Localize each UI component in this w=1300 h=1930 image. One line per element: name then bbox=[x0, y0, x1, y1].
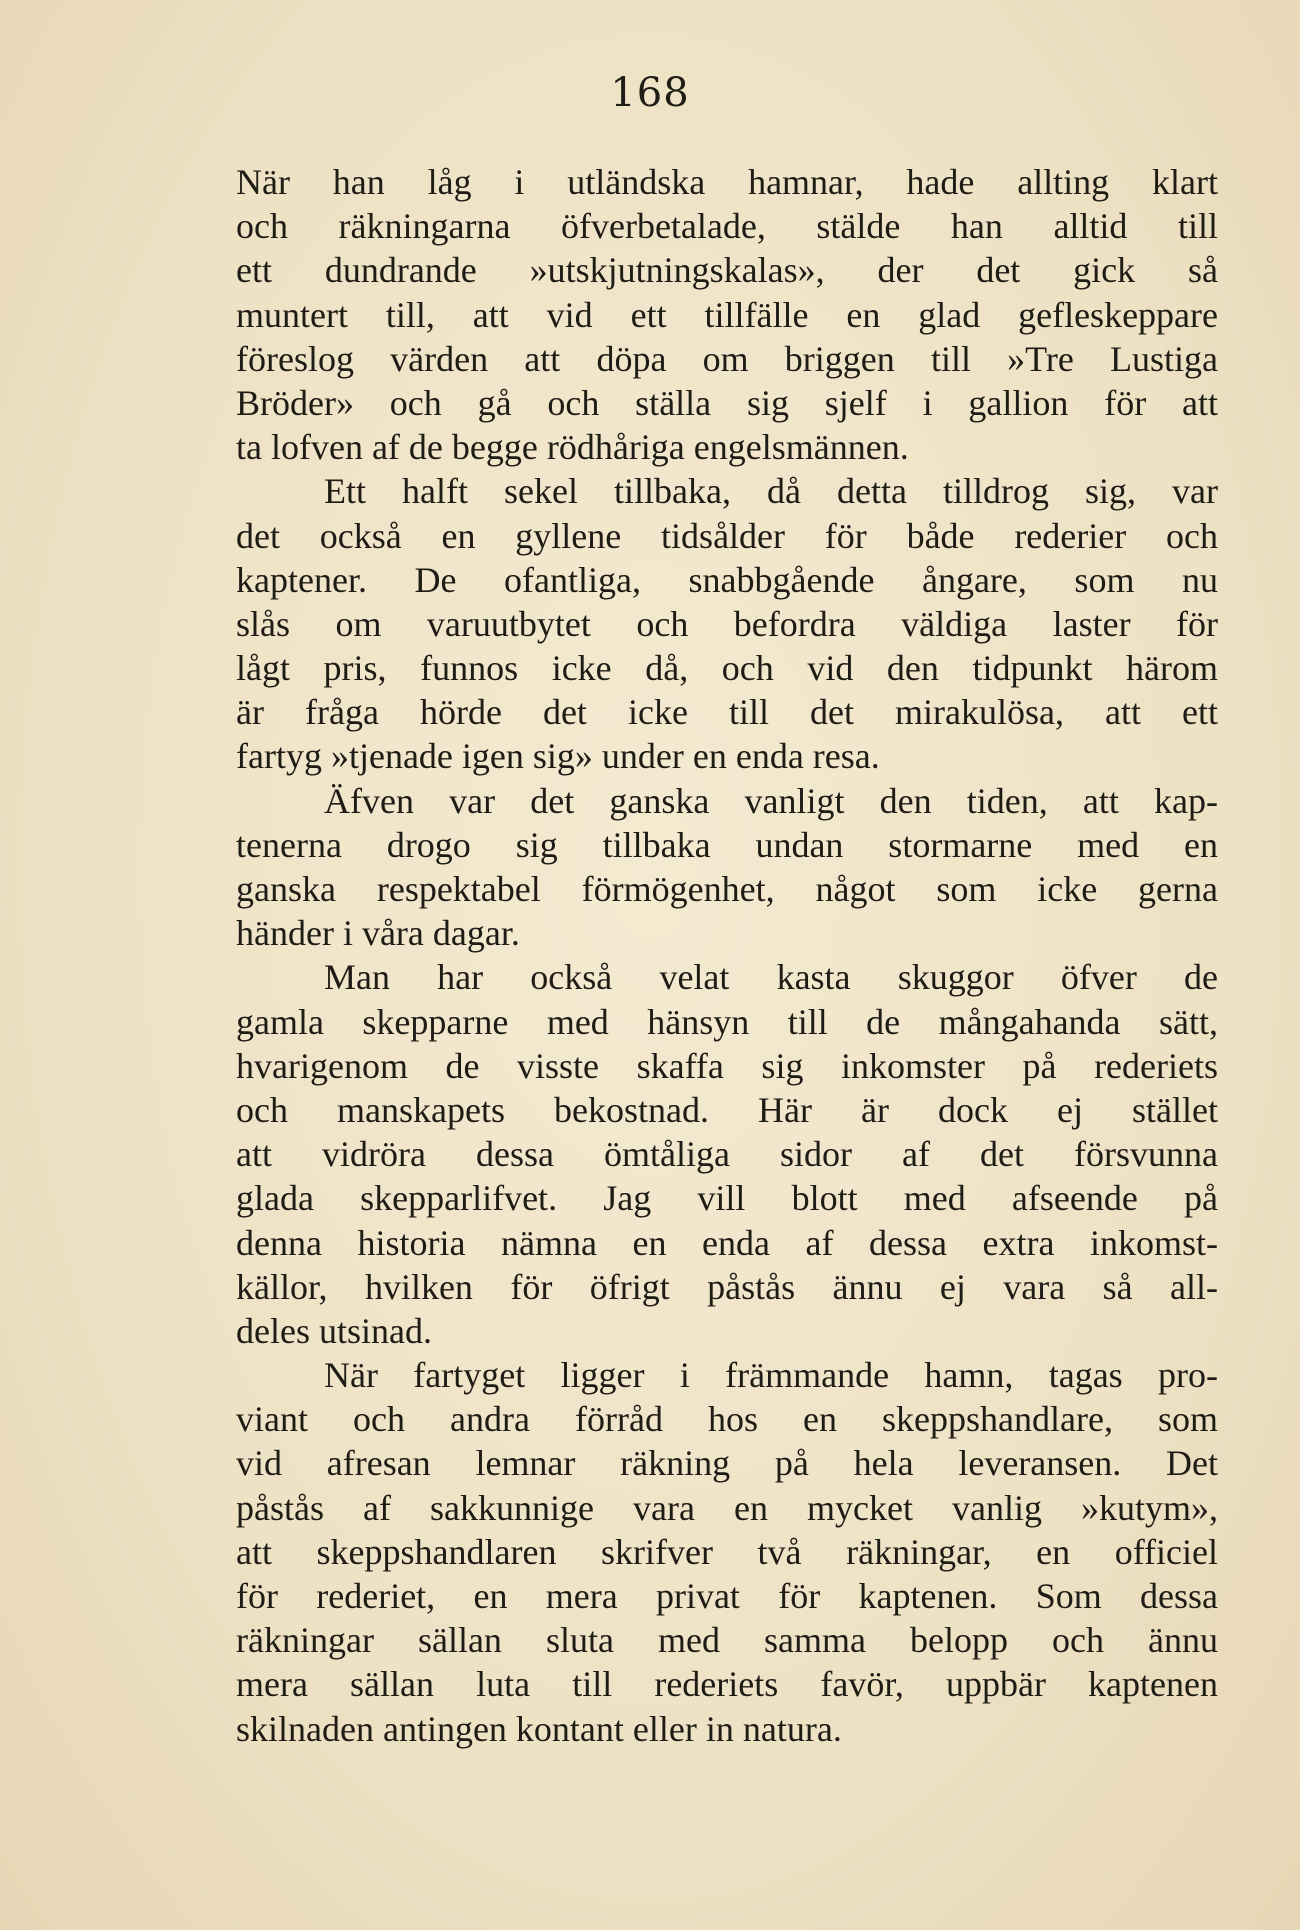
text-line: föreslog värden att döpa om briggen till »Tre Lustiga bbox=[236, 338, 1218, 379]
text-line: räkningar sällan sluta med samma belopp och ännu bbox=[236, 1620, 1218, 1661]
paragraph bbox=[236, 779, 1218, 956]
text-line: påstås af sakkunnige vara en mycket vanlig »kutym», bbox=[236, 1487, 1218, 1528]
text-line: tenerna drogo sig tillbaka undan stormarne med en bbox=[236, 824, 1218, 865]
text-line: skilnaden antingen kontant eller in natura. bbox=[236, 1708, 842, 1749]
text-line: händer i våra dagar. bbox=[236, 913, 520, 954]
text-line: mera sällan luta till rederiets favör, uppbär kaptenen bbox=[236, 1664, 1218, 1705]
text-line: och räkningarna öfverbetalade, stälde han alltid till bbox=[236, 206, 1218, 247]
text-line: Man har också velat kasta skuggor öfver de bbox=[324, 957, 1218, 998]
page-number: 168 bbox=[610, 70, 690, 116]
text-line: Ett halft sekel tillbaka, då detta tilldrog sig, var bbox=[324, 471, 1218, 512]
paragraph bbox=[236, 955, 1218, 1353]
text-line: När fartyget ligger i främmande hamn, tagas pro- bbox=[324, 1355, 1218, 1396]
text-line: kaptener. De ofantliga, snabbgående ångare, som nu bbox=[236, 559, 1218, 600]
text-line: ganska respektabel förmögenhet, något som icke gerna bbox=[236, 869, 1218, 909]
text-line: lågt pris, funnos icke då, och vid den tidpunkt härom bbox=[236, 648, 1218, 689]
text-line: Äfven var det ganska vanligt den tiden, att kap- bbox=[324, 780, 1218, 821]
text-line: är fråga hörde det icke till det mirakulösa, att ett bbox=[236, 692, 1218, 733]
text-line: denna historia nämna en enda af dessa extra inkomst- bbox=[236, 1222, 1218, 1263]
text-line: för rederiet, en mera privat för kaptenen. Som dessa bbox=[236, 1576, 1218, 1616]
text-line: fartyg »tjenade igen sig» under en enda resa. bbox=[236, 736, 880, 777]
text-line: ett dundrande »utskjutningskalas», der det gick så bbox=[236, 250, 1218, 291]
text-line: deles utsinad. bbox=[236, 1310, 432, 1351]
text-line: hvarigenom de visste skaffa sig inkomster på rederiets bbox=[236, 1045, 1218, 1086]
text-line: vid afresan lemnar räkning på hela leveransen. Det bbox=[236, 1443, 1218, 1484]
text-line: att skeppshandlaren skrifver två räkningar, en officiel bbox=[236, 1531, 1218, 1572]
text-line: viant och andra förråd hos en skeppshandlare, som bbox=[236, 1399, 1218, 1440]
paragraph bbox=[236, 469, 1218, 778]
text-line: slås om varuutbytet och befordra väldiga laster för bbox=[236, 603, 1218, 644]
text-line: gamla skepparne med hänsyn till de mångahanda sätt, bbox=[236, 1001, 1218, 1042]
body-text bbox=[236, 160, 1218, 1751]
text-line: muntert till, att vid ett tillfälle en glad gefleskeppare bbox=[236, 294, 1218, 335]
text-line: glada skepparlifvet. Jag vill blott med afseende på bbox=[236, 1178, 1218, 1219]
text-line: ta lofven af de begge rödhåriga engelsmännen. bbox=[236, 427, 909, 468]
paragraph bbox=[236, 160, 1218, 469]
text-line: det också en gyllene tidsålder för både rederier och bbox=[236, 515, 1218, 556]
text-line: och manskapets bekostnad. Här är dock ej stället bbox=[236, 1089, 1218, 1130]
text-line: källor, hvilken för öfrigt påstås ännu ej vara så all- bbox=[236, 1266, 1218, 1307]
text-line: Bröder» och gå och ställa sig sjelf i gallion för att bbox=[236, 382, 1218, 423]
paragraph bbox=[236, 1353, 1218, 1751]
text-line: att vidröra dessa ömtåliga sidor af det försvunna bbox=[236, 1134, 1218, 1175]
text-line: När han låg i utländska hamnar, hade allting klart bbox=[236, 162, 1218, 202]
